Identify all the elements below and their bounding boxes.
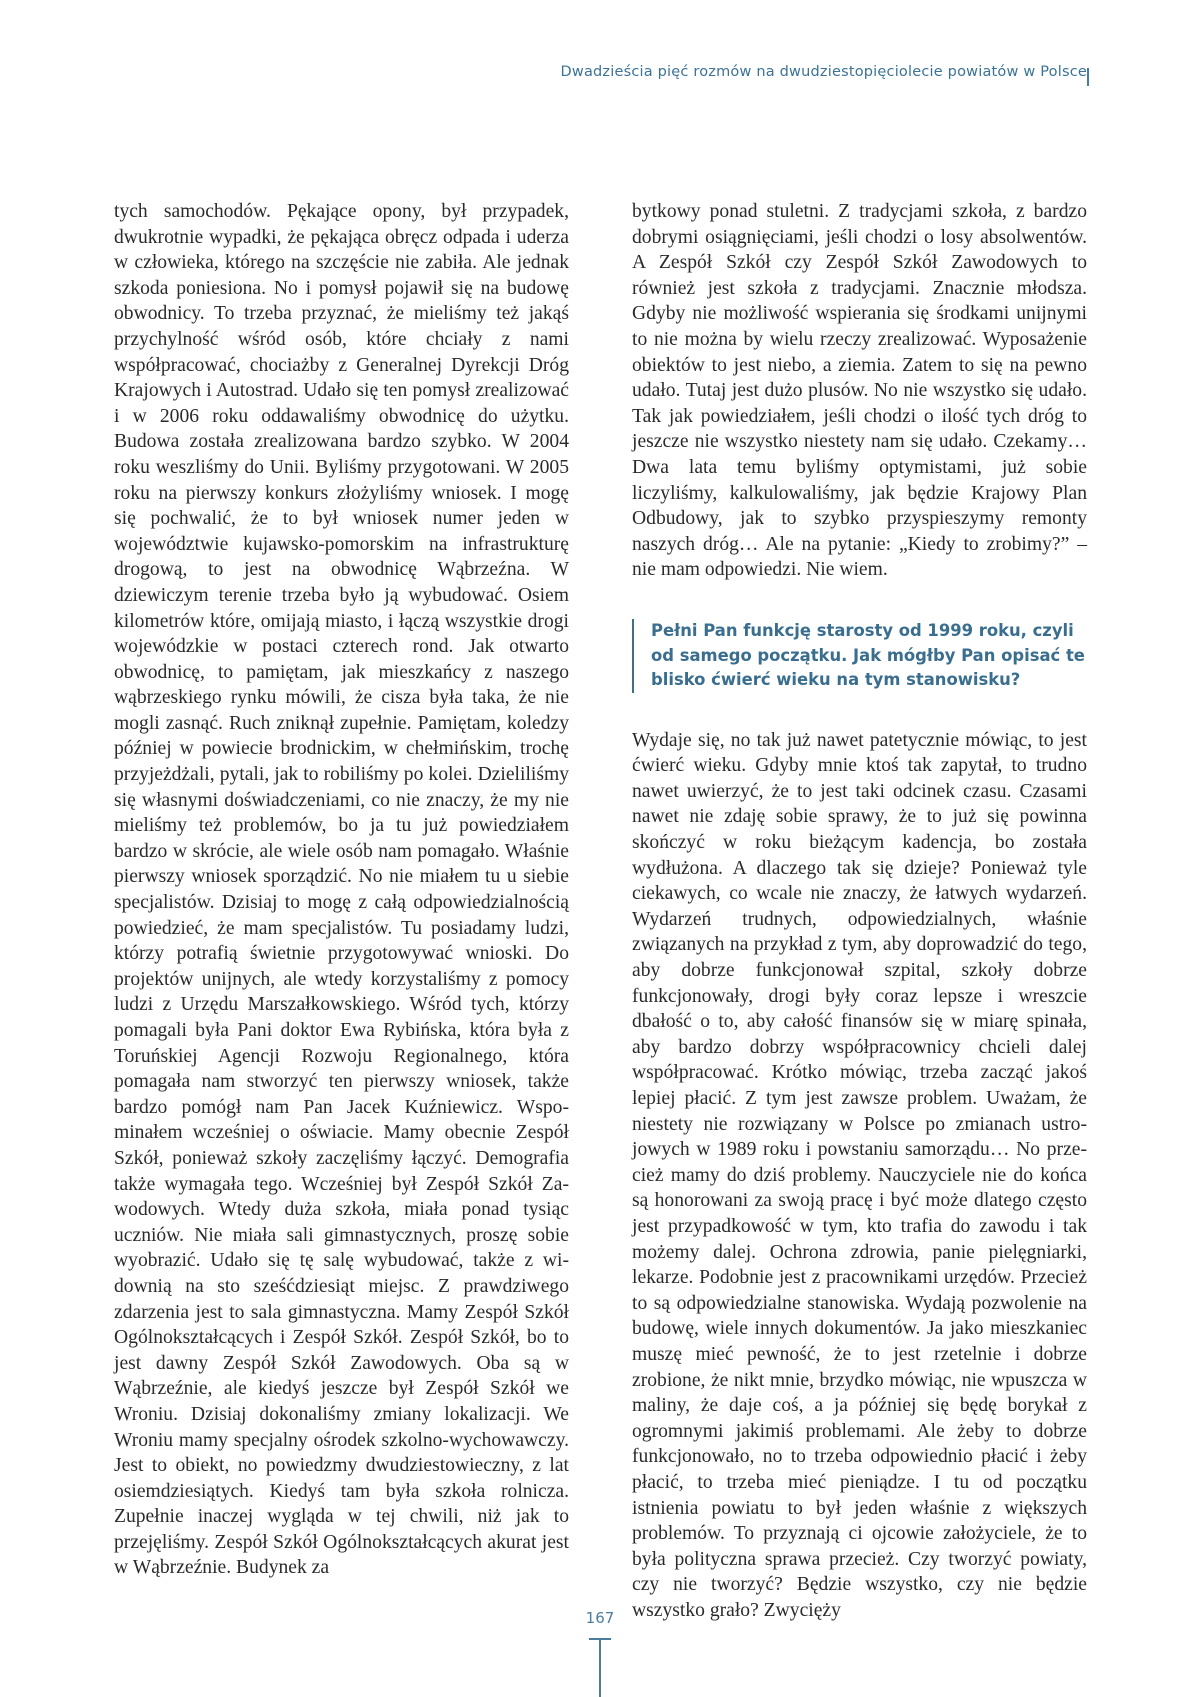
right-column-paragraph-1: bytkowy ponad stuletni. Z tradycjami szkoła, z bardzo dobrymi osiągnięciami, jeśli chodzi o losy absolwentów. A Zespół Szkół czy Zespół Szkół Zawodowych to również jest szkoła z tradycjami. Znacznie młodsza. Gdyby nie możliwość wspierania się środkami unijnymi to nie można by wielu rzeczy zrealizować. Wyposażenie obiektów to jest niebo, a ziemia. Zatem to się na pewno udało. Tutaj jest dużo plusów. No nie wszystko się udało. Tak jak powiedziałem, jeśli chodzi o ilość tych dróg to jeszcze nie wszystko niestety nam się udało. Czekamy… Dwa lata temu byliśmy optymistami, już sobie liczyliśmy, kalkulowaliśmy, jak będzie Krajowy Plan Odbudowy, jak to szybko przyspieszymy remonty naszych dróg… Ale na pytanie: „Kiedy to zrobimy?” – nie mam odpowiedzi. Nie wiem. — [632, 201, 1087, 581]
footer-mark-stem — [599, 1638, 601, 1697]
page-number: 167 — [585, 1609, 615, 1627]
interview-question: Pełni Pan funkcję starosty od 1999 roku, czyli od samego początku. Jak mógłby Pan opisać te blisko ćwierć wieku na tym stanowisku? — [632, 619, 1087, 693]
running-header: Dwadzieścia pięć rozmów na dwudziestopięciolecie powiatów w Polsce — [560, 64, 1087, 80]
header-divider — [1087, 68, 1089, 86]
right-column-paragraph-2: Wydaje się, no tak już nawet patetycznie mówiąc, to jest ćwierć wieku. Gdyby mnie ktoś tak zapytał, to trudno nawet uwierzyć, że to jest taki odcinek czasu. Czasami nawet nie zdaję sobie sprawy, że to już się powinna skończyć w roku bieżącym kadencja, bo została wydłużona. A dlaczego tak się dzieje? Ponieważ tyle ciekawych, co wcale nie znaczy, że łatwych wydarzeń. Wydarzeń trudnych, odpowiedzialnych, właśnie związanych na przykład z tym, aby doprowadzić do tego, aby dobrze funkcjonował szpital, szkoły dobrze funkcjonowały, drogi były coraz lepsze i wreszcie dbałość o to, aby całość finansów się w miarę spinała, aby bardzo dobrzy współpracownicy chcieli dalej współpracować. Krótko mówiąc, trzeba zacząć jakoś lepiej płacić. Z tym jest zawsze problem. Uważam, że niestety nie rozwiązany w Polsce po zmianach ustrojowych w 1989 roku i powstaniu samorządu… No przecież mamy do dziś problemy. Nauczyciele nie do końca są honorowani za swoją pracę i być może dlatego często jest przypadkowość w tym, kto trafia do zawodu i tak możemy dalej. Ochrona zdrowia, panie pielęgniarki, lekarze. Podobnie jest z pracownikami urzędów. Przecież to są odpowiedzialne stanowiska. Wydają pozwolenie na budowę, wiele innych dokumentów. Ja jako mieszkaniec muszę mieć pewność, że to jest rzetelnie i dobrze zrobione, że nikt mnie, brzydko mówiąc, nie wpuszcza w maliny, że daje coś, a ja później się będę borykał z ogromnymi jakimiś problemami. Ale żeby to dobrze funkcjonowało, no to trzeba odpowiednio płacić i żeby płacić, to trzeba mieć pieniądze. I tu od początku istnienia powiatu to był jeden właśnie z większych problemów. To przyznają ci ojcowie założyciele, że to była polityczna sprawa przecież. Czy tworzyć powiaty, czy nie tworzyć? Będzie wszystko, czy nie będzie wszystko grało? Zwycięży — [632, 729, 1087, 1621]
right-column — [632, 199, 1087, 1623]
left-column — [114, 199, 569, 1581]
left-column-paragraph: tych samochodów. Pękające opony, był przypadek, dwukrotnie wypadki, że pękająca obręcz odpada i uderza w człowieka, którego na szczęście nie zabiła. Ale jednak szkoda poniesiona. No i pomysł pojawił się na budowę obwodnicy. To trzeba przyznać, że mieliśmy też jakąś przychylność wśród osób, które chciały z nami współpracować, chociażby z Generalnej Dyrekcji Dróg Krajowych i Autostrad. Udało się ten pomysł zrealizować i w 2006 roku oddawaliśmy obwodnicę do użytku. Budowa została zrealizowana bardzo szybko. W 2004 roku weszliśmy do Unii. Byliśmy przygotowani. W 2005 roku na pierwszy konkurs złożyliśmy wniosek. I mogę się pochwalić, że to był wniosek numer jeden w województwie kujawsko-pomorskim na infrastrukturę drogową, to jest na obwodnicę Wąbrzeźna. W dziewiczym terenie trzeba było ją wybudować. Osiem kilometrów które, omijają miasto, i łączą wszystkie drogi wojewódzkie w postaci czterech rond. Jak otwarto obwodnicę, to pamiętam, jak mieszkańcy z naszego wąbrzeskiego rynku mówili, że cisza była taka, że nie mogli zasnąć. Ruch zniknął zupełnie. Pamiętam, koledzy później w powiecie brodnickim, w chełmińskim, trochę przyjeżdżali, pytali, jak to robiliśmy po kolei. Dzieliliśmy się własnymi doświadczeniami, co nie znaczy, że my nie mieliśmy też problemów, bo ja tu już powiedziałem bardzo w skrócie, ale wiele osób nam pomagało. Właśnie pierwszy wniosek sporządzić. No nie miałem tu u siebie specjalistów. Dzisiaj to mogę z całą odpowiedzialnością powiedzieć, że mam specjalistów. Tu posiadamy ludzi, którzy potrafią świetnie przygotowywać wnioski. Do projektów unijnych, ale wtedy korzystaliśmy z pomocy ludzi z Urzędu Marszałkowskiego. Wśród tych, którzy pomagali była Pani doktor Ewa Rybińska, która była z Toruńskiej Agencji Rozwoju Regionalnego, która pomagała nam stworzyć ten pierwszy wniosek, także bardzo pomógł nam Pan Jacek Kuźniewicz. Wspominałem wcześniej o oświacie. Mamy obecnie Zespół Szkół, ponieważ szkoły zaczęliśmy łączyć. Demografia także wymagała tego. Wcześniej był Zespół Szkół Zawodowych. Wtedy duża szkoła, miała ponad tysiąc uczniów. Nie miała sali gimnastycznych, proszę sobie wyobrazić. Udało się tę salę wybudować, także z widownią na sto sześćdziesiąt miejsc. Z prawdziwego zdarzenia jest to sala gimnastyczna. Mamy Zespół Szkół Ogólnokształcących i Zespół Szkół. Zespół Szkół, bo to jest dawny Zespół Szkół Zawodowych. Oba są w Wąbrzeźnie, ale kiedyś jeszcze był Zespół Szkół we Wroniu. Dzisiaj dokonaliśmy zmiany lokalizacji. We Wroniu mamy specjalny ośrodek szkolno-wychowawczy. Jest to obiekt, no powiedzmy dwudziestowieczny, z lat osiemdziesiątych. Kiedyś tam była szkoła rolnicza. Zupełnie inaczej wygląda w tej chwili, niż jak to przejęliśmy. Zespół Szkół Ogólnokształcących akurat jest w Wąbrzeźnie. Budynek za — [114, 201, 569, 1579]
